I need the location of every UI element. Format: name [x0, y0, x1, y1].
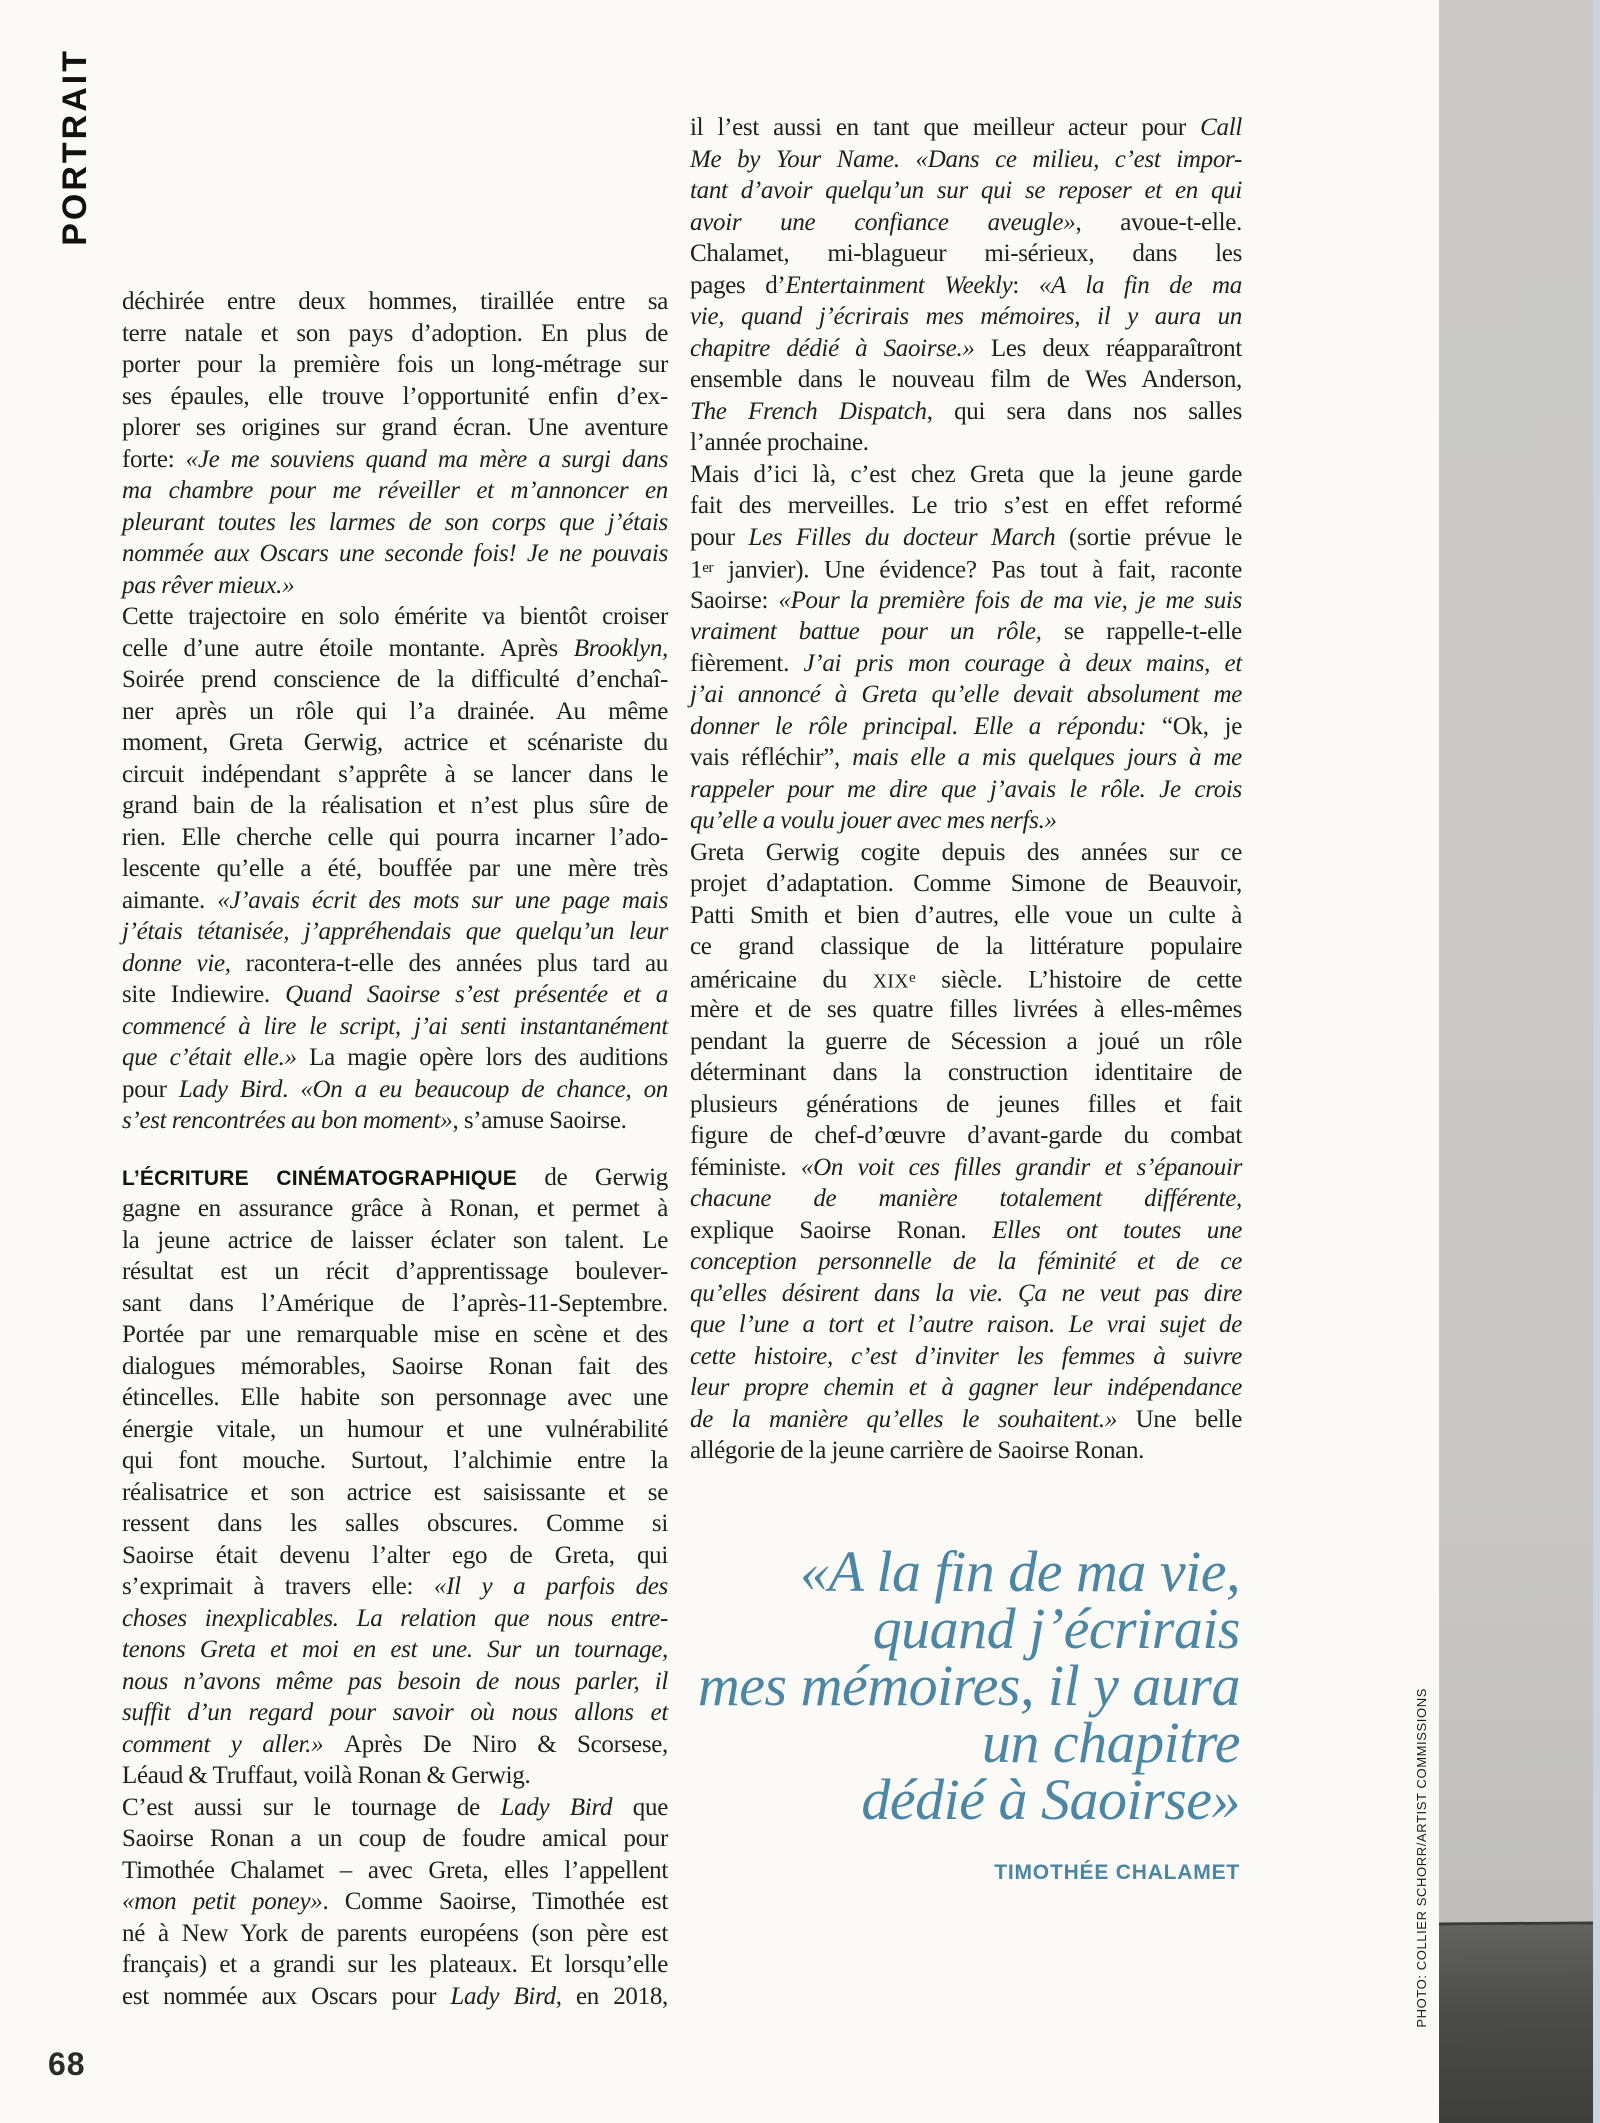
text-line: donner le rôle principal. Elle a répondu: “Ok, je: [690, 712, 1242, 740]
text-line: plusieurs générations de jeunes filles et fait: [690, 1090, 1242, 1118]
text-line: cette histoire, c’est d’inviter les femmes à suivre: [690, 1342, 1242, 1370]
text-line: nous n’avons même pas besoin de nous parler, il: [122, 1667, 668, 1695]
page-number: 68: [48, 2046, 86, 2082]
text-line: porter pour la première fois un long-métrage sur: [122, 351, 668, 378]
text-line: que c’était elle.» La magie opère lors des auditions: [122, 1044, 668, 1071]
text-line: s’est rencontrées au bon moment», s’amuse Saoirse.: [122, 1107, 627, 1134]
text-line: vais réfléchir”, mais elle a mis quelques jours à me: [690, 744, 1242, 771]
text-line: vraiment battue pour un rôle, se rappelle-t-elle: [690, 618, 1242, 645]
pull-quote-lines: [690, 1539, 1240, 1832]
text-line: déterminant dans la construction identitaire de: [690, 1059, 1242, 1086]
text-line: forte: «Je me souviens quand ma mère a surgi dans: [122, 445, 668, 473]
text-line: étincelles. Elle habite son personnage avec une: [122, 1384, 668, 1411]
text-line: gagne en assurance grâce à Ronan, et permet à: [122, 1195, 668, 1222]
text-line: j’ai annoncé à Greta qu’elle devait absolument me: [690, 681, 1242, 708]
text-line: suffit d’un regard pour savoir où nous allons et: [122, 1699, 668, 1726]
text-line: fièrement. J’ai pris mon courage à deux mains, et: [690, 649, 1243, 677]
text-line: Soirée prend conscience de la difficulté d’enchaî-: [122, 666, 668, 693]
photo-credit-vertical: [1414, 1688, 1434, 2028]
photo-dark-region: [1439, 1921, 1593, 2123]
text-line: chacune de manière totalement différente,: [690, 1185, 1242, 1212]
text-line: conception personnelle de la féminité et de ce: [690, 1248, 1242, 1275]
text-line: terre natale et son pays d’adoption. En plus de: [122, 319, 668, 347]
text-line: de la manière qu’elles le souhaitent.» Une belle: [690, 1405, 1242, 1433]
pull-quote-line: mes mémoires, il y aura: [697, 1653, 1240, 1718]
text-line: choses inexplicables. La relation que nous entre-: [122, 1604, 668, 1632]
text-line: pleurant toutes les larmes de son corps que j’étais: [122, 508, 668, 536]
text-line: allégorie de la jeune carrière de Saoirse Ronan.: [690, 1437, 1145, 1464]
text-line: Patti Smith et bien d’autres, elle voue un culte à: [690, 901, 1242, 929]
text-line: chapitre dédié à Saoirse.» Les deux réapparaîtront: [690, 334, 1242, 362]
text-line: celle d’une autre étoile montante. Après Brooklyn,: [122, 634, 668, 662]
text-line: dialogues mémorables, Saoirse Ronan fait des: [122, 1352, 668, 1380]
text-line: il l’est aussi en tant que meilleur acteur pour Call: [690, 114, 1242, 141]
text-line: explique Saoirse Ronan. Elles ont toutes une: [690, 1216, 1242, 1244]
text-line: rien. Elle cherche celle qui pourra incarner l’ado-: [122, 823, 668, 851]
text-line: résultat est un récit d’apprentissage boulever-: [122, 1258, 668, 1285]
pull-quote-line: quand j’écrirais: [872, 1596, 1240, 1661]
section-label-text: PORTRAIT: [56, 48, 94, 246]
text-line: donne vie, racontera-t-elle des années plus tard au: [122, 949, 668, 977]
text-line: Portée par une remarquable mise en scène et des: [122, 1321, 668, 1348]
text-line: sant dans l’Amérique de l’après-11-Septembre.: [122, 1289, 668, 1317]
text-line: Mais d’ici là, c’est chez Greta que la jeune garde: [690, 460, 1242, 488]
text-line: Saoirse Ronan a un coup de foudre amical pour: [122, 1825, 668, 1852]
text-line: qu’elle a voulu jouer avec mes nerfs.»: [690, 807, 1057, 834]
text-line: la jeune actrice de laisser éclater son talent. Le: [122, 1226, 668, 1254]
text-line: l’année prochaine.: [690, 429, 869, 456]
text-line: leur propre chemin et à gagner leur indépendance: [690, 1374, 1242, 1401]
text-line: qu’elles désirent dans la vie. Ça ne veut pas dire: [690, 1279, 1242, 1307]
text-line: grand bain de la réalisation et n’est plus sûre de: [122, 792, 668, 819]
text-line: site Indiewire. Quand Saoirse s’est présentée et a: [122, 981, 668, 1008]
text-line: que l’une a tort et l’autre raison. Le vrai sujet de: [690, 1311, 1242, 1338]
text-line: The French Dispatch, qui sera dans nos salles: [690, 397, 1242, 425]
article-column-right: [690, 112, 1242, 1467]
text-line: Greta Gerwig cogite depuis des années sur ce: [690, 838, 1242, 866]
text-line: tenons Greta et moi en est une. Sur un tournage,: [122, 1636, 668, 1663]
photo-credit-text: PHOTO: COLLIER SCHORR/ARTIST COMMISSIONS: [1414, 1688, 1429, 2028]
text-line: fait des merveilles. Le trio s’est en effet reformé: [690, 492, 1242, 519]
text-line: né à New York de parents européens (son père est: [122, 1919, 668, 1947]
text-line: avoir une confiance aveugle», avoue-t-elle.: [690, 208, 1242, 236]
text-line: comment y aller.» Après De Niro & Scorsese,: [122, 1730, 669, 1758]
text-line: Chalamet, mi-blagueur mi-sérieux, dans les: [690, 240, 1242, 267]
text-line: tant d’avoir quelqu’un sur qui se reposer et en qui: [690, 177, 1242, 204]
text-line: ses épaules, elle trouve l’opportunité enfin d’ex-: [122, 382, 668, 410]
text-line: nommée aux Oscars une seconde fois! Je ne pouvais: [122, 540, 668, 567]
text-line: j’étais tétanisée, j’appréhendais que quelqu’un leur: [122, 918, 668, 945]
text-line: Saoirse: «Pour la première fois de ma vie, je me suis: [690, 586, 1242, 614]
section-label-vertical: [56, 48, 94, 300]
article-column-left: [122, 286, 668, 2012]
text-line: américaine du XIXe siècle. L’histoire de cette: [690, 966, 1242, 994]
text-line: ressent dans les salles obscures. Comme si: [122, 1510, 668, 1537]
text-line: ensemble dans le nouveau film de Wes Anderson,: [690, 366, 1242, 393]
text-line: réalisatrice et son actrice est saisissante et se: [122, 1478, 668, 1506]
text-line: aimante. «J’avais écrit des mots sur une page mais: [122, 886, 668, 914]
text-line: «mon petit poney». Comme Saoirse, Timothée est: [122, 1888, 668, 1915]
text-line: moment, Greta Gerwig, actrice et scénariste du: [122, 729, 668, 756]
text-line: C’est aussi sur le tournage de Lady Bird que: [122, 1793, 668, 1821]
text-line: pour Lady Bird. «On a eu beaucoup de chance, on: [122, 1075, 668, 1103]
text-line: pour Les Filles du docteur March (sortie prévue le: [690, 523, 1243, 551]
text-line: Léaud & Truffaut, voilà Ronan & Gerwig.: [122, 1762, 531, 1789]
text-line: Timothée Chalamet – avec Greta, elles l’appellent: [122, 1856, 668, 1884]
text-line: vie, quand j’écrirais mes mémoires, il y aura un: [690, 303, 1242, 330]
text-line: français) et a grandi sur les plateaux. Et lorsqu’elle: [122, 1951, 668, 1978]
text-line: est nommée aux Oscars pour Lady Bird, en 2018,: [122, 1982, 668, 2010]
pull-quote-line: un chapitre: [981, 1710, 1240, 1775]
text-line: rappeler pour me dire que j’avais le rôle. Je crois: [690, 775, 1242, 803]
text-line: Saoirse était devenu l’alter ego de Greta, qui: [122, 1541, 668, 1569]
pull-quote: [690, 1539, 1240, 1901]
text-line: s’exprimait à travers elle: «Il y a parfois des: [122, 1573, 668, 1600]
text-line: plorer ses origines sur grand écran. Une aventure: [122, 414, 668, 441]
text-line: Me by Your Name. «Dans ce milieu, c’est impor-: [690, 145, 1242, 173]
text-line: déchirée entre deux hommes, tiraillée entre sa: [122, 288, 668, 315]
text-line: qui font mouche. Surtout, l’alchimie entre la: [122, 1447, 668, 1474]
text-line: projet d’adaptation. Comme Simone de Beauvoir,: [690, 870, 1242, 897]
text-line: pas rêver mieux.»: [122, 571, 295, 599]
text-line: Cette trajectoire en solo émérite va bientôt croiser: [122, 603, 668, 630]
pull-quote-attribution: TIMOTHÉE CHALAMET: [994, 1861, 1240, 1884]
text-line: figure de chef-d’œuvre d’avant-garde du combat: [690, 1122, 1242, 1149]
text-line: ma chambre pour me réveiller et m’annoncer en: [122, 477, 668, 504]
text-line: lescente qu’elle a été, bouffée par une mère très: [122, 855, 668, 882]
text-line: énergie vitale, un humour et une vulnérabilité: [122, 1415, 668, 1443]
page-edge: [1593, 0, 1600, 2123]
pull-quote-line: «A la fin de ma vie,: [800, 1539, 1240, 1604]
facing-page-photo-strip: [1439, 0, 1593, 2123]
text-line: pendant la guerre de Sécession a joué un rôle: [690, 1027, 1242, 1055]
text-line: circuit indépendant s’apprête à se lancer dans le: [122, 760, 668, 788]
text-line: pages d’Entertainment Weekly: «A la fin de ma: [690, 271, 1242, 299]
pull-quote-line: dédié à Saoirse»: [861, 1767, 1240, 1832]
text-line: ner après un rôle qui l’a drainée. Au même: [122, 697, 668, 725]
text-line: commencé à lire le script, j’ai senti instantanément: [122, 1012, 668, 1040]
text-line: L’ÉCRITURE CINÉMATOGRAPHIQUE de Gerwig: [122, 1163, 668, 1191]
text-line: mère et de ses quatre filles livrées à elles-mêmes: [690, 996, 1242, 1023]
text-line: 1er janvier). Une évidence? Pas tout à fait, raconte: [690, 556, 1242, 584]
text-line: féministe. «On voit ces filles grandir et s’épanouir: [690, 1153, 1242, 1181]
text-line: ce grand classique de la littérature populaire: [690, 933, 1242, 960]
